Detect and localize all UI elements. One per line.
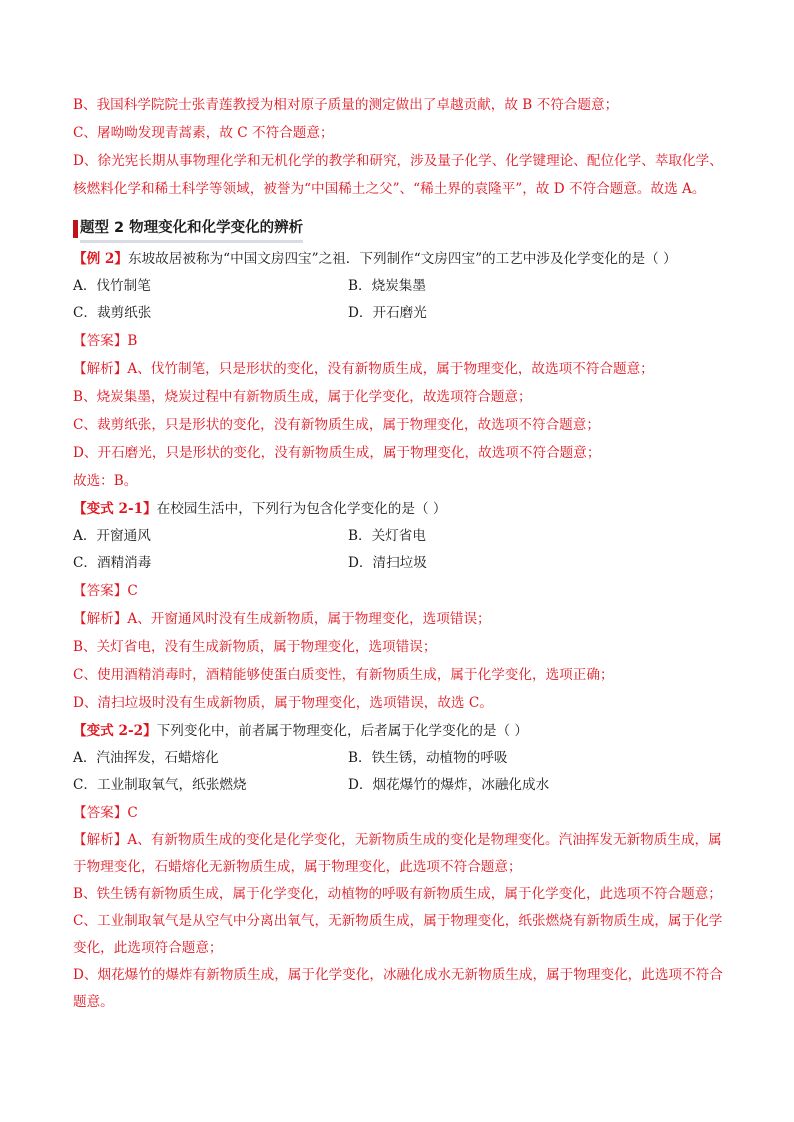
question-text: 东坡故居被称为“中国文房四宝”之祖．下列制作“文房四宝”的工艺中涉及化学变化的是（ ） bbox=[127, 251, 677, 267]
analysis-line bbox=[73, 605, 733, 633]
question-text: 在校园生活中，下列行为包含化学变化的是（ ） bbox=[156, 501, 447, 517]
analysis-paragraph: D、烟花爆竹的爆炸有新物质生成，属于化学变化，冰融化成水无新物质生成，属于物理变化，此选项不符合题意。 bbox=[73, 967, 723, 1010]
intro-line: D、徐光宪长期从事物理化学和无机化学的教学和研究，涉及量子化学、化学键理论、配位化学、萃取化学、 bbox=[73, 153, 723, 169]
analysis-line bbox=[73, 355, 733, 383]
section-heading bbox=[73, 215, 733, 243]
analysis-tag: 【解析】 bbox=[73, 361, 128, 377]
option: C．裁剪纸张 bbox=[73, 305, 152, 321]
answer bbox=[73, 577, 733, 605]
options-row bbox=[73, 745, 733, 772]
intro-line: B、我国科学院院士张青莲教授为相对原子质量的测定做出了卓越贡献，故 B 不符合题意； bbox=[73, 97, 619, 113]
option: D．开石磨光 bbox=[348, 305, 427, 321]
question-tag: 【例 2】 bbox=[73, 251, 128, 267]
analysis-text: A、伐竹制笔，只是形状的变化，没有新物质生成，属于物理变化，故选项不符合题意； bbox=[127, 361, 654, 377]
content bbox=[73, 91, 733, 1016]
answer-value: C bbox=[127, 583, 138, 599]
options-row bbox=[73, 772, 733, 799]
answer-value: C bbox=[127, 805, 138, 821]
question-tag: 【变式 2-1】 bbox=[73, 501, 157, 517]
intro-analysis bbox=[73, 91, 733, 203]
analysis-paragraph: B、铁生锈有新物质生成，属于化学变化，动植物的呼吸有新物质生成，属于化学变化，此选项不符合题意； bbox=[73, 886, 722, 902]
option: C．工业制取氧气，纸张燃烧 bbox=[73, 777, 247, 793]
option: A．开窗通风 bbox=[73, 528, 151, 544]
analysis-paragraph: C、工业制取氧气是从空气中分离出氧气，无新物质生成，属于物理变化，纸张燃烧有新物质生成，属于化学变化，此选项符合题意； bbox=[73, 913, 723, 956]
option: C．酒精消毒 bbox=[73, 555, 152, 571]
analysis-line: D、清扫垃圾时没有生成新物质，属于物理变化，选项错误，故选 C。 bbox=[73, 695, 493, 711]
answer-tag: 【答案】 bbox=[73, 583, 128, 599]
section-marker bbox=[73, 220, 78, 238]
option: D．清扫垃圾 bbox=[348, 555, 427, 571]
intro-line: 核燃料化学和稀土科学等领域，被誉为“中国稀土之父”、“稀土界的袁隆平”，故 D 不符合题意。故选 A。 bbox=[73, 181, 706, 197]
analysis-tag: 【解析】 bbox=[73, 832, 128, 848]
answer-tag: 【答案】 bbox=[73, 805, 128, 821]
analysis-text: A、有新物质生成的变化是化学变化，无新物质生成的变化是物理变化。汽油挥发无新物质生成，属于物理变化，石蜡熔化无新物质生成，属于物理变化，此选项不符合题意； bbox=[73, 832, 722, 875]
analysis-paragraph bbox=[73, 827, 733, 881]
analysis-tag: 【解析】 bbox=[73, 611, 128, 627]
analysis-line: 故选：B。 bbox=[73, 473, 138, 489]
analysis-line: B、关灯省电，没有生成新物质，属于物理变化，选项错误； bbox=[73, 639, 437, 655]
answer bbox=[73, 327, 733, 355]
variant-2-1 bbox=[73, 495, 733, 717]
question bbox=[73, 245, 733, 273]
analysis-line: D、开石磨光，只是形状的变化，没有新物质生成，属于物理变化，故选项不符合题意； bbox=[73, 445, 601, 461]
options-row bbox=[73, 523, 733, 550]
answer-tag: 【答案】 bbox=[73, 333, 128, 349]
option: A．汽油挥发，石蜡熔化 bbox=[73, 750, 219, 766]
question bbox=[73, 495, 733, 523]
option: D．烟花爆竹的爆炸，冰融化成水 bbox=[348, 777, 550, 793]
answer-value: B bbox=[127, 333, 138, 349]
variant-2-2 bbox=[73, 717, 733, 1016]
intro-line: C、屠呦呦发现青蒿素，故 C 不符合题意； bbox=[73, 125, 334, 141]
answer bbox=[73, 799, 733, 827]
question-tag: 【变式 2-2】 bbox=[73, 723, 157, 739]
question-text: 下列变化中，前者属于物理变化，后者属于化学变化的是（ ） bbox=[156, 723, 529, 739]
question bbox=[73, 717, 733, 745]
analysis-text: A、开窗通风时没有生成新物质，属于物理变化，选项错误； bbox=[127, 611, 491, 627]
option: B．铁生锈，动植物的呼吸 bbox=[348, 750, 508, 766]
options-row bbox=[73, 550, 733, 577]
option: B．关灯省电 bbox=[348, 528, 426, 544]
analysis-line: B、烧炭集墨，烧炭过程中有新物质生成，属于化学变化，故选项符合题意； bbox=[73, 389, 532, 405]
option: A．伐竹制笔 bbox=[73, 278, 151, 294]
analysis-line: C、裁剪纸张，只是形状的变化，没有新物质生成，属于物理变化，故选项不符合题意； bbox=[73, 417, 600, 433]
analysis-line: C、使用酒精消毒时，酒精能够使蛋白质变性，有新物质生成，属于化学变化，选项正确； bbox=[73, 667, 614, 683]
options-row bbox=[73, 300, 733, 327]
options-row bbox=[73, 273, 733, 300]
option: B．烧炭集墨 bbox=[348, 278, 426, 294]
example-2 bbox=[73, 245, 733, 495]
section-title: 题型 2 物理变化和化学变化的辨析 bbox=[80, 216, 303, 243]
